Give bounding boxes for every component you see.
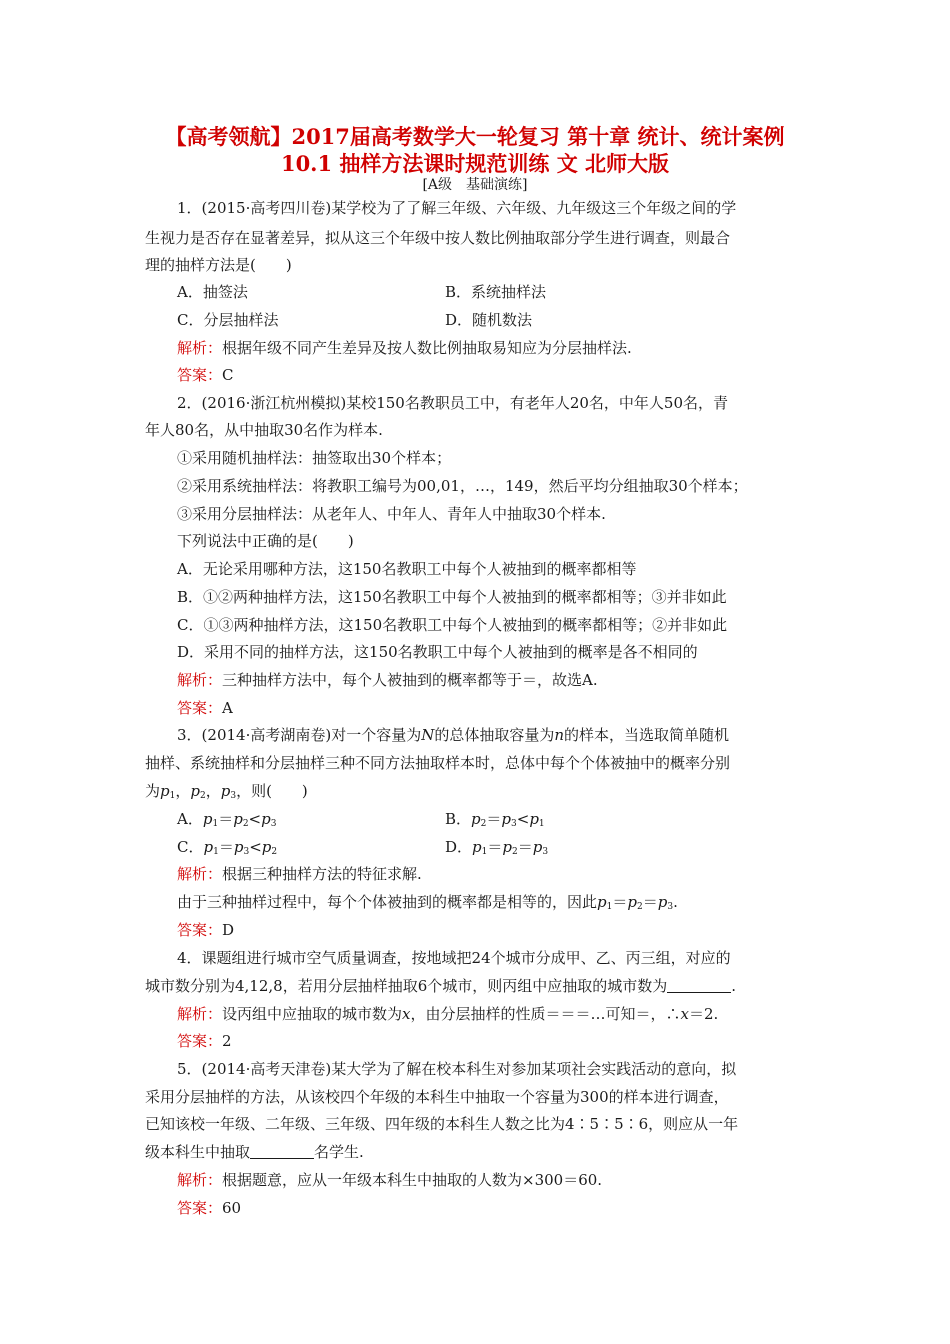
q3-subscript: 3 [270, 819, 277, 829]
q5-stem-line4 [145, 1142, 364, 1162]
answer-blank [250, 1144, 314, 1159]
answer-label: 答案： [177, 1032, 223, 1050]
answer-label: 答案： [177, 699, 223, 717]
q3-subscript: 2 [242, 819, 249, 829]
q3-subscript: 2 [480, 819, 487, 829]
q3-eq: ＝ [487, 838, 503, 856]
q3-eq: ＝ [486, 810, 502, 828]
q3-stem-text: 3．(2014·高考湖南卷)对一个容量为 [177, 726, 422, 744]
q5-analysis-text: 根据题意，应从一年级本科生中抽取的人数为×300＝60. [222, 1171, 603, 1189]
q4-analysis [177, 1004, 718, 1024]
q2-method-1: ①采用随机抽样法：抽签取出30个样本； [177, 449, 452, 467]
q3-reason-text: 由于三种抽样过程中，每个个体被抽到的概率都是相等的，因此 [177, 893, 598, 911]
option-label: A． [177, 810, 203, 828]
q4-stem-line2 [145, 976, 736, 996]
q3-subscript: 1 [481, 847, 488, 857]
q1-option-a: A．抽签法 [177, 283, 248, 301]
q2-answer [177, 698, 233, 718]
q3-option-b [445, 809, 545, 834]
q2-method-3: ③采用分层抽样法：从老年人、中年人、青年人中抽取30个样本. [177, 505, 606, 523]
q2-prompt: 下列说法中正确的是( ) [177, 532, 354, 550]
q3-answer [177, 920, 234, 940]
q1-stem-line2: 生视力是否存在显著差异，拟从这三个年级中按人数比例抽取部分学生进行调查，则最合 [145, 229, 731, 247]
q2-analysis [177, 670, 598, 690]
q3-eq: ＝ [218, 838, 234, 856]
q2-analysis-text: 三种抽样方法中，每个人被抽到的概率都等于＝，故选A. [222, 671, 598, 689]
option-label: D． [445, 838, 473, 856]
q3-subscript: 1 [169, 791, 176, 801]
q4-var-x: x [680, 1005, 689, 1023]
q3-var-p: p [472, 838, 482, 856]
q3-var-p: p [502, 838, 512, 856]
q2-answer-value: A [222, 699, 233, 717]
q3-subscript: 2 [271, 847, 278, 857]
q3-var-p: p [220, 782, 231, 800]
q3-period: . [673, 893, 678, 911]
q3-eq: ＝ [218, 810, 234, 828]
q1-answer [177, 365, 234, 385]
q3-var-p: p [532, 838, 543, 856]
q2-stem-line1: 2．(2016·浙江杭州模拟)某校150名教职员工中，有老年人20名，中年人50名，青 [177, 394, 728, 412]
q3-stem-text: 的总体抽取容量为 [434, 726, 555, 744]
answer-label: 答案： [177, 921, 223, 939]
q1-option-d: D．随机数法 [445, 311, 533, 329]
q1-stem-line3: 理的抽样方法是( ) [145, 256, 292, 274]
q1-analysis [177, 338, 632, 358]
q4-answer [177, 1031, 232, 1051]
q5-answer-value: 60 [222, 1199, 242, 1217]
q1-option-c: C．分层抽样法 [177, 311, 279, 329]
q4-var-x: x [402, 1005, 411, 1023]
q3-var-p: p [233, 810, 243, 828]
q5-stem-line2: 采用分层抽样的方法，从该校四个年级的本科生中抽取一个容量为300的样本进行调查， [145, 1088, 729, 1106]
analysis-label: 解析： [177, 865, 223, 883]
q3-subscript: 1 [606, 902, 613, 912]
option-label: C． [177, 838, 204, 856]
q3-option-d [445, 837, 548, 862]
option-label: B． [445, 810, 472, 828]
q3-subscript: 2 [512, 847, 518, 857]
analysis-label: 解析： [177, 1005, 223, 1023]
q3-answer-value: D [222, 921, 235, 939]
q3-var-p: p [261, 838, 272, 856]
q4-answer-value: 2 [222, 1032, 232, 1050]
q5-stem-text: 级本科生中抽取 [145, 1143, 251, 1161]
q3-var-N: N [421, 726, 435, 744]
q3-var-p: p [501, 810, 511, 828]
q2-stem-line2: 年人80名，从中抽取30名作为样本. [145, 421, 383, 439]
q3-comma: ， [205, 782, 221, 800]
analysis-label: 解析： [177, 339, 223, 357]
q3-var-p: p [261, 810, 271, 828]
section-level-heading: [A级 基础演练] [422, 177, 528, 193]
q3-stem-line2: 抽样、系统抽样和分层抽样三种不同方法抽取样本时，总体中每个个体被抽中的概率分别 [145, 754, 731, 772]
q3-subscript: 1 [538, 819, 545, 829]
q5-stem-line3: 已知该校一年级、二年级、三年级、四年级的本科生人数之比为4∶5∶5∶6，则应从一年 [145, 1115, 739, 1133]
q3-stem-text: ，则( ) [236, 782, 308, 800]
q3-lt: < [516, 810, 530, 828]
q4-period: . [731, 977, 737, 995]
q4-analysis-text: ，由分层抽样的性质＝＝＝…可知＝，∴ [410, 1005, 681, 1023]
q3-analysis [177, 864, 422, 884]
q1-answer-value: C [222, 366, 234, 384]
q5-answer [177, 1198, 241, 1218]
q5-stem-line1: 5．(2014·高考天津卷)某大学为了解在校本科生对参加某项社会实践活动的意向，拟 [177, 1060, 737, 1078]
q1-option-b: B．系统抽样法 [445, 283, 547, 301]
q3-subscript: 3 [511, 819, 517, 829]
q3-var-p: p [202, 810, 213, 828]
q3-subscript: 2 [636, 902, 643, 912]
q3-subscript: 3 [542, 847, 549, 857]
q3-var-n: n [554, 726, 565, 744]
q4-analysis-text: ＝2. [688, 1005, 719, 1023]
q5-stem-text: 名学生. [314, 1143, 364, 1161]
q3-option-c [177, 837, 277, 862]
q2-option-d: D．采用不同的抽样方法，这150名教职工中每个人被抽到的概率是各不相同的 [177, 643, 698, 661]
q3-subscript: 1 [212, 819, 219, 829]
q3-var-p: p [597, 893, 607, 911]
answer-label: 答案： [177, 366, 223, 384]
q3-subscript: 2 [199, 791, 206, 801]
q3-comma: ， [175, 782, 191, 800]
q3-subscript: 3 [230, 791, 237, 801]
q3-var-p: p [160, 782, 170, 800]
q3-option-a [177, 809, 276, 834]
q3-var-p: p [471, 810, 481, 828]
q3-var-p: p [190, 782, 200, 800]
q2-option-a: A．无论采用哪种方法，这150名教职工中每个人被抽到的概率都相等 [177, 560, 637, 578]
q3-reasoning [177, 892, 678, 917]
q3-eq: ＝ [517, 838, 533, 856]
document-title-line1: 【高考领航】2017届高考数学大一轮复习 第十章 统计、统计案例 [165, 124, 785, 149]
q3-var-p: p [627, 893, 637, 911]
q3-stem-line1 [177, 725, 729, 745]
q3-subscript: 1 [213, 847, 219, 857]
analysis-label: 解析： [177, 1171, 223, 1189]
q3-eq: ＝ [612, 893, 628, 911]
q3-stem-text: 为 [145, 782, 161, 800]
q3-lt: < [249, 838, 262, 856]
answer-label: 答案： [177, 1199, 223, 1217]
q5-analysis [177, 1170, 602, 1190]
analysis-label: 解析： [177, 671, 223, 689]
q2-option-b: B．①②两种抽样方法，这150名教职工中每个人被抽到的概率都相等；③并非如此 [177, 588, 727, 606]
q2-method-2: ②采用系统抽样法：将教职工编号为00,01，…，149，然后平均分组抽取30个样本； [177, 477, 748, 495]
q4-stem-text: 城市数分别为4,12,8，若用分层抽样抽取6个城市，则丙组中应抽取的城市数为 [145, 977, 668, 995]
q3-stem-text: 的样本，当选取简单随机 [564, 726, 730, 744]
q3-subscript: 3 [667, 902, 674, 912]
answer-blank [667, 978, 731, 993]
q2-option-c: C．①③两种抽样方法，这150名教职工中每个人被抽到的概率都相等；②并非如此 [177, 616, 728, 634]
q1-stem-line1: 1．(2015·高考四川卷)某学校为了了解三年级、六年级、九年级这三个年级之间的学 [177, 199, 737, 217]
q3-var-p: p [657, 893, 668, 911]
q3-var-p: p [233, 838, 244, 856]
q3-lt: < [248, 810, 262, 828]
q3-analysis-text: 根据三种抽样方法的特征求解. [222, 865, 422, 883]
q3-eq: ＝ [642, 893, 658, 911]
q3-subscript: 3 [243, 847, 250, 857]
q3-var-p: p [529, 810, 539, 828]
q3-stem-line3 [145, 781, 308, 806]
q1-analysis-text: 根据年级不同产生差异及按人数比例抽取易知应为分层抽样法. [222, 339, 632, 357]
q4-analysis-text: 设丙组中应抽取的城市数为 [222, 1005, 403, 1023]
q4-stem-line1: 4．课题组进行城市空气质量调查，按地域把24个城市分成甲、乙、丙三组，对应的 [177, 949, 731, 967]
document-title-line2: 10.1 抽样方法课时规范训练 文 北师大版 [280, 151, 670, 176]
q3-var-p: p [203, 838, 214, 856]
